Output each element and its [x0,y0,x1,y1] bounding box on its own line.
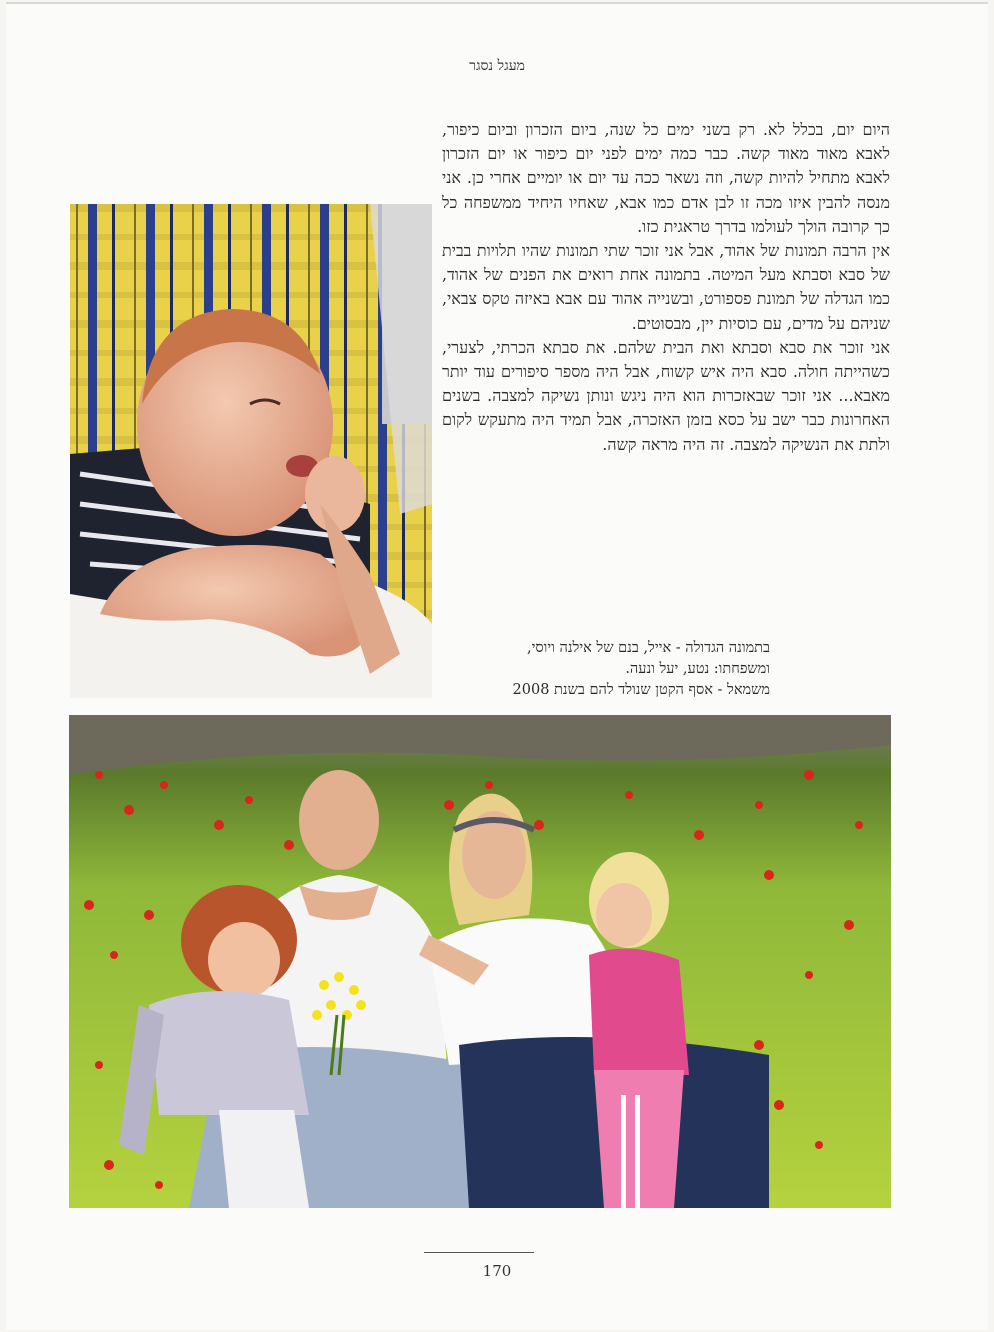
baby-photo [70,204,432,698]
body-paragraph-2: אין הרבה תמונות של אהוד, אבל אני זוכר שתי תמונות שהיו תלויות בבית של סבא וסבתא מעל המיטה. בתמונה אחת רואים את הפנים של אהוד, כמו הגדלה של תמונת פספורט, ובשנייה אהוד עם אבא באיזה טקס צבאי, שניהם על מדים, עם כוסיות יין, מבסוטים. [442,241,890,333]
footer-rule [424,1252,534,1253]
running-head: מעגל נסגר [469,58,525,74]
body-text [442,118,890,457]
caption-line-2: ומשפחתו: נטע, יעל ונעה. [625,661,770,677]
page-number: 170 [482,1262,512,1280]
family-photo [69,715,891,1208]
caption-line-3: משמאל - אסף הקטן שנולד להם בשנת 2008 [512,682,770,698]
caption-line-1: בתמונה הגדולה - אייל, בנם של אילנה ויוסי, [526,640,770,656]
body-paragraph-1: היום יום, בכלל לא. רק בשני ימים כל שנה, ביום הזכרון וביום כיפור, לאבא מאוד מאוד קשה. כבר כמה ימים לפני יום כיפור או יום הזכרון לאבא מתחיל להיות קשה, וזה נשאר ככה עד יום או יומיים אחרי כן. אני מנסה להבין איזו מכה זו לבן אדם כמו אבא, שאחיו היחיד ממשפחה כל כך קרובה הולך לעולמו בדרך טראגית כזו. [442,120,891,236]
body-paragraph-3: אני זוכר את סבא וסבתא ואת הבית שלהם. את סבתא הכרתי, לצערי, כשהייתה חולה. סבא היה איש קשוח, אבל היה מספר סיפורים עוד יותר מאבא... אני זוכר שבאזכרות הוא היה ניגש ונותן נשיקה למצבה. בשנים האחרונות כבר ישב על כסא בזמן האזכרה, אבל תמיד היה מתעקש לקום ולתת את הנשיקה למצבה. זה היה מראה קשה. [442,337,890,454]
photo-caption [440,638,770,701]
